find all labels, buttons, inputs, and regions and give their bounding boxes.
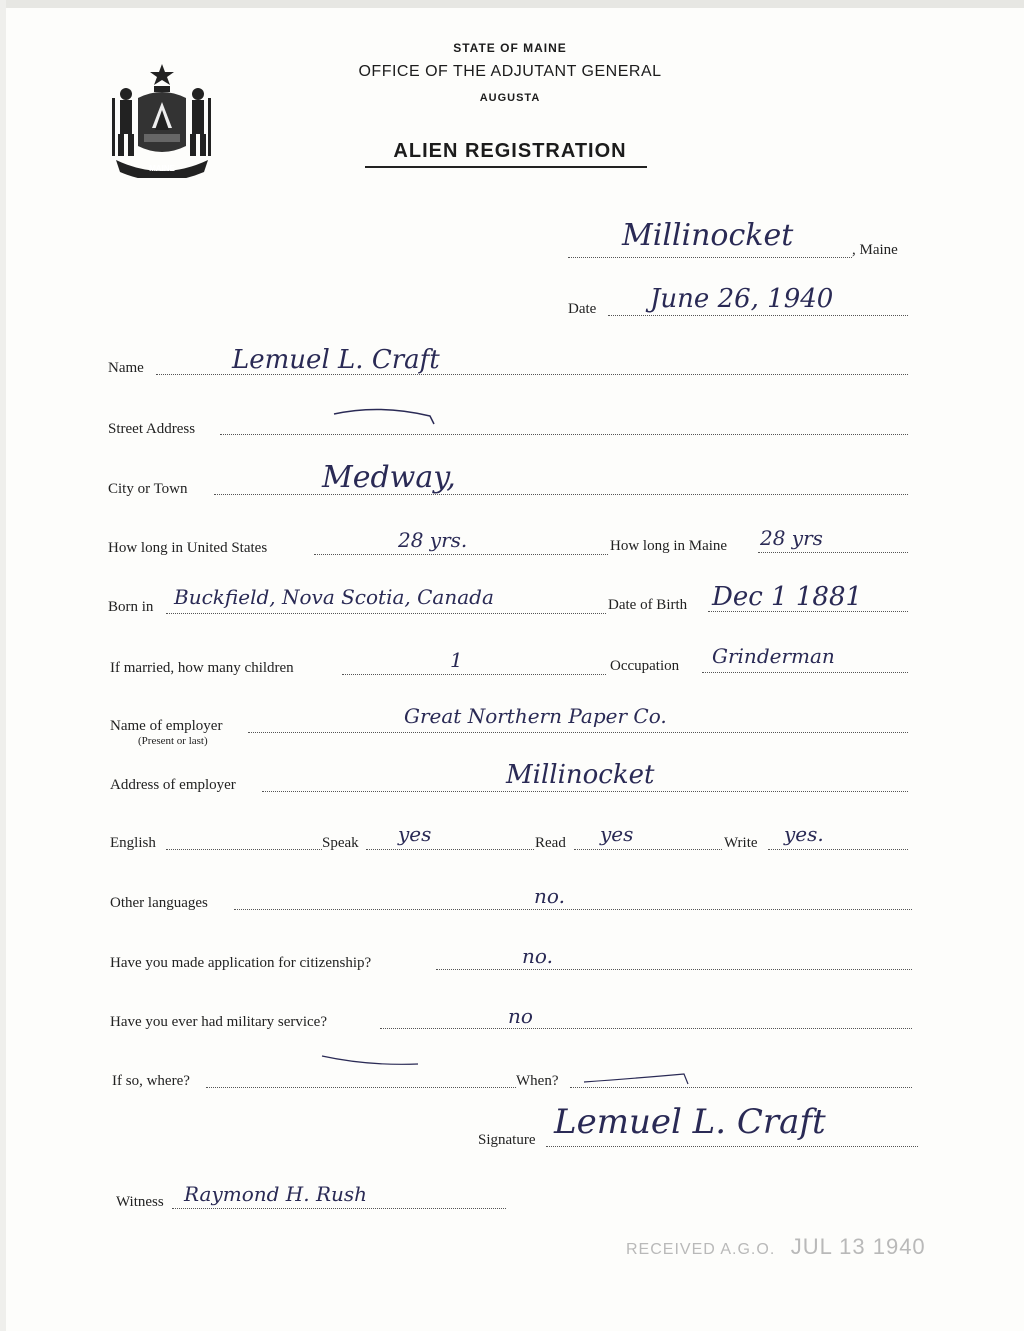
street-address-field-line (220, 434, 908, 435)
other-languages-value: no. (534, 884, 565, 908)
page-edge-shadow (0, 0, 1024, 8)
city-town-field-line (214, 494, 908, 495)
children-field-line (342, 674, 606, 675)
place-suffix-label: , Maine (852, 242, 898, 258)
date-field-line (608, 315, 908, 316)
us-duration-field-line (314, 554, 608, 555)
when-blank-stroke-icon (580, 1068, 700, 1090)
born-in-field-line (166, 613, 606, 614)
maine-duration-label: How long in Maine (610, 538, 728, 554)
born-in-label: Born in (108, 599, 154, 615)
military-field-line (380, 1028, 912, 1029)
signature-field-line (546, 1146, 918, 1147)
military-value: no (508, 1004, 533, 1028)
street-address-label: Street Address (108, 421, 196, 437)
where-field-line (206, 1087, 516, 1088)
born-in-handwritten-value: Buckfield, Nova Scotia, Canada (174, 585, 494, 609)
name-handwritten-value: Lemuel L. Craft (232, 345, 440, 375)
citizenship-value: no. (522, 944, 553, 968)
english-write-value: yes. (784, 822, 824, 846)
english-read-label: Read (535, 835, 566, 851)
page-edge-shadow-left (0, 0, 6, 1331)
witness-handwritten-value: Raymond H. Rush (184, 1182, 368, 1206)
employer-handwritten-value: Great Northern Paper Co. (404, 704, 667, 728)
english-speak-field-line (366, 849, 534, 850)
maine-duration-field-line (758, 552, 908, 553)
dob-label: Date of Birth (608, 597, 688, 613)
seal-banner-text: MAINE (149, 164, 175, 173)
children-label: If married, how many children (110, 660, 294, 676)
english-field-line (166, 849, 322, 850)
employer-field-line (248, 732, 908, 733)
form-title: ALIEN REGISTRATION (393, 140, 627, 162)
where-blank-stroke-icon (318, 1052, 428, 1074)
employer-address-label: Address of employer (110, 777, 236, 793)
us-duration-label: How long in United States (108, 540, 268, 556)
other-languages-label: Other languages (110, 895, 208, 911)
english-label: English (110, 835, 156, 851)
employer-address-field-line (262, 791, 908, 792)
children-handwritten-value: 1 (450, 648, 463, 672)
city-town-handwritten-value: Medway, (322, 460, 456, 495)
maine-state-seal-icon (108, 58, 216, 178)
name-label: Name (108, 360, 144, 376)
place-field-line (568, 257, 852, 258)
english-write-field-line (768, 849, 908, 850)
city-town-label: City or Town (108, 481, 188, 497)
citizenship-label: Have you made application for citizenship? (110, 955, 372, 971)
received-stamp-text: RECEIVED A.G.O. (626, 1241, 776, 1258)
english-read-value: yes (600, 822, 634, 846)
header-office: OFFICE OF THE ADJUTANT GENERAL (358, 63, 662, 80)
english-speak-label: Speak (322, 835, 359, 851)
other-languages-field-line (234, 909, 912, 910)
place-handwritten-value: Millinocket (622, 218, 794, 253)
witness-label: Witness (116, 1194, 164, 1210)
occupation-handwritten-value: Grinderman (712, 644, 835, 668)
maine-duration-handwritten-value: 28 yrs (760, 526, 823, 550)
us-duration-handwritten-value: 28 yrs. (398, 528, 468, 552)
english-write-label: Write (724, 835, 758, 851)
when-label: When? (516, 1073, 559, 1089)
where-label: If so, where? (112, 1073, 190, 1089)
occupation-field-line (702, 672, 908, 673)
english-read-field-line (574, 849, 722, 850)
header-state: STATE OF MAINE (453, 41, 567, 55)
received-stamp (626, 1234, 926, 1260)
military-label: Have you ever had military service? (110, 1014, 327, 1030)
witness-field-line (172, 1208, 506, 1209)
employer-label: Name of employer (110, 718, 223, 734)
signature-handwritten-value: Lemuel L. Craft (554, 1102, 826, 1142)
date-handwritten-value: June 26, 1940 (650, 284, 834, 314)
signature-label: Signature (478, 1132, 536, 1148)
occupation-label: Occupation (610, 658, 680, 674)
employer-address-handwritten-value: Millinocket (506, 760, 655, 790)
date-label: Date (568, 301, 597, 317)
received-stamp-date: JUL 13 1940 (790, 1234, 926, 1259)
employer-sublabel: (Present or last) (138, 735, 208, 747)
header-city: AUGUSTA (479, 92, 541, 104)
title-underline (365, 166, 647, 168)
street-blank-stroke-icon (330, 404, 440, 430)
dob-handwritten-value: Dec 1 1881 (712, 582, 863, 612)
english-speak-value: yes (398, 822, 432, 846)
citizenship-field-line (436, 969, 912, 970)
